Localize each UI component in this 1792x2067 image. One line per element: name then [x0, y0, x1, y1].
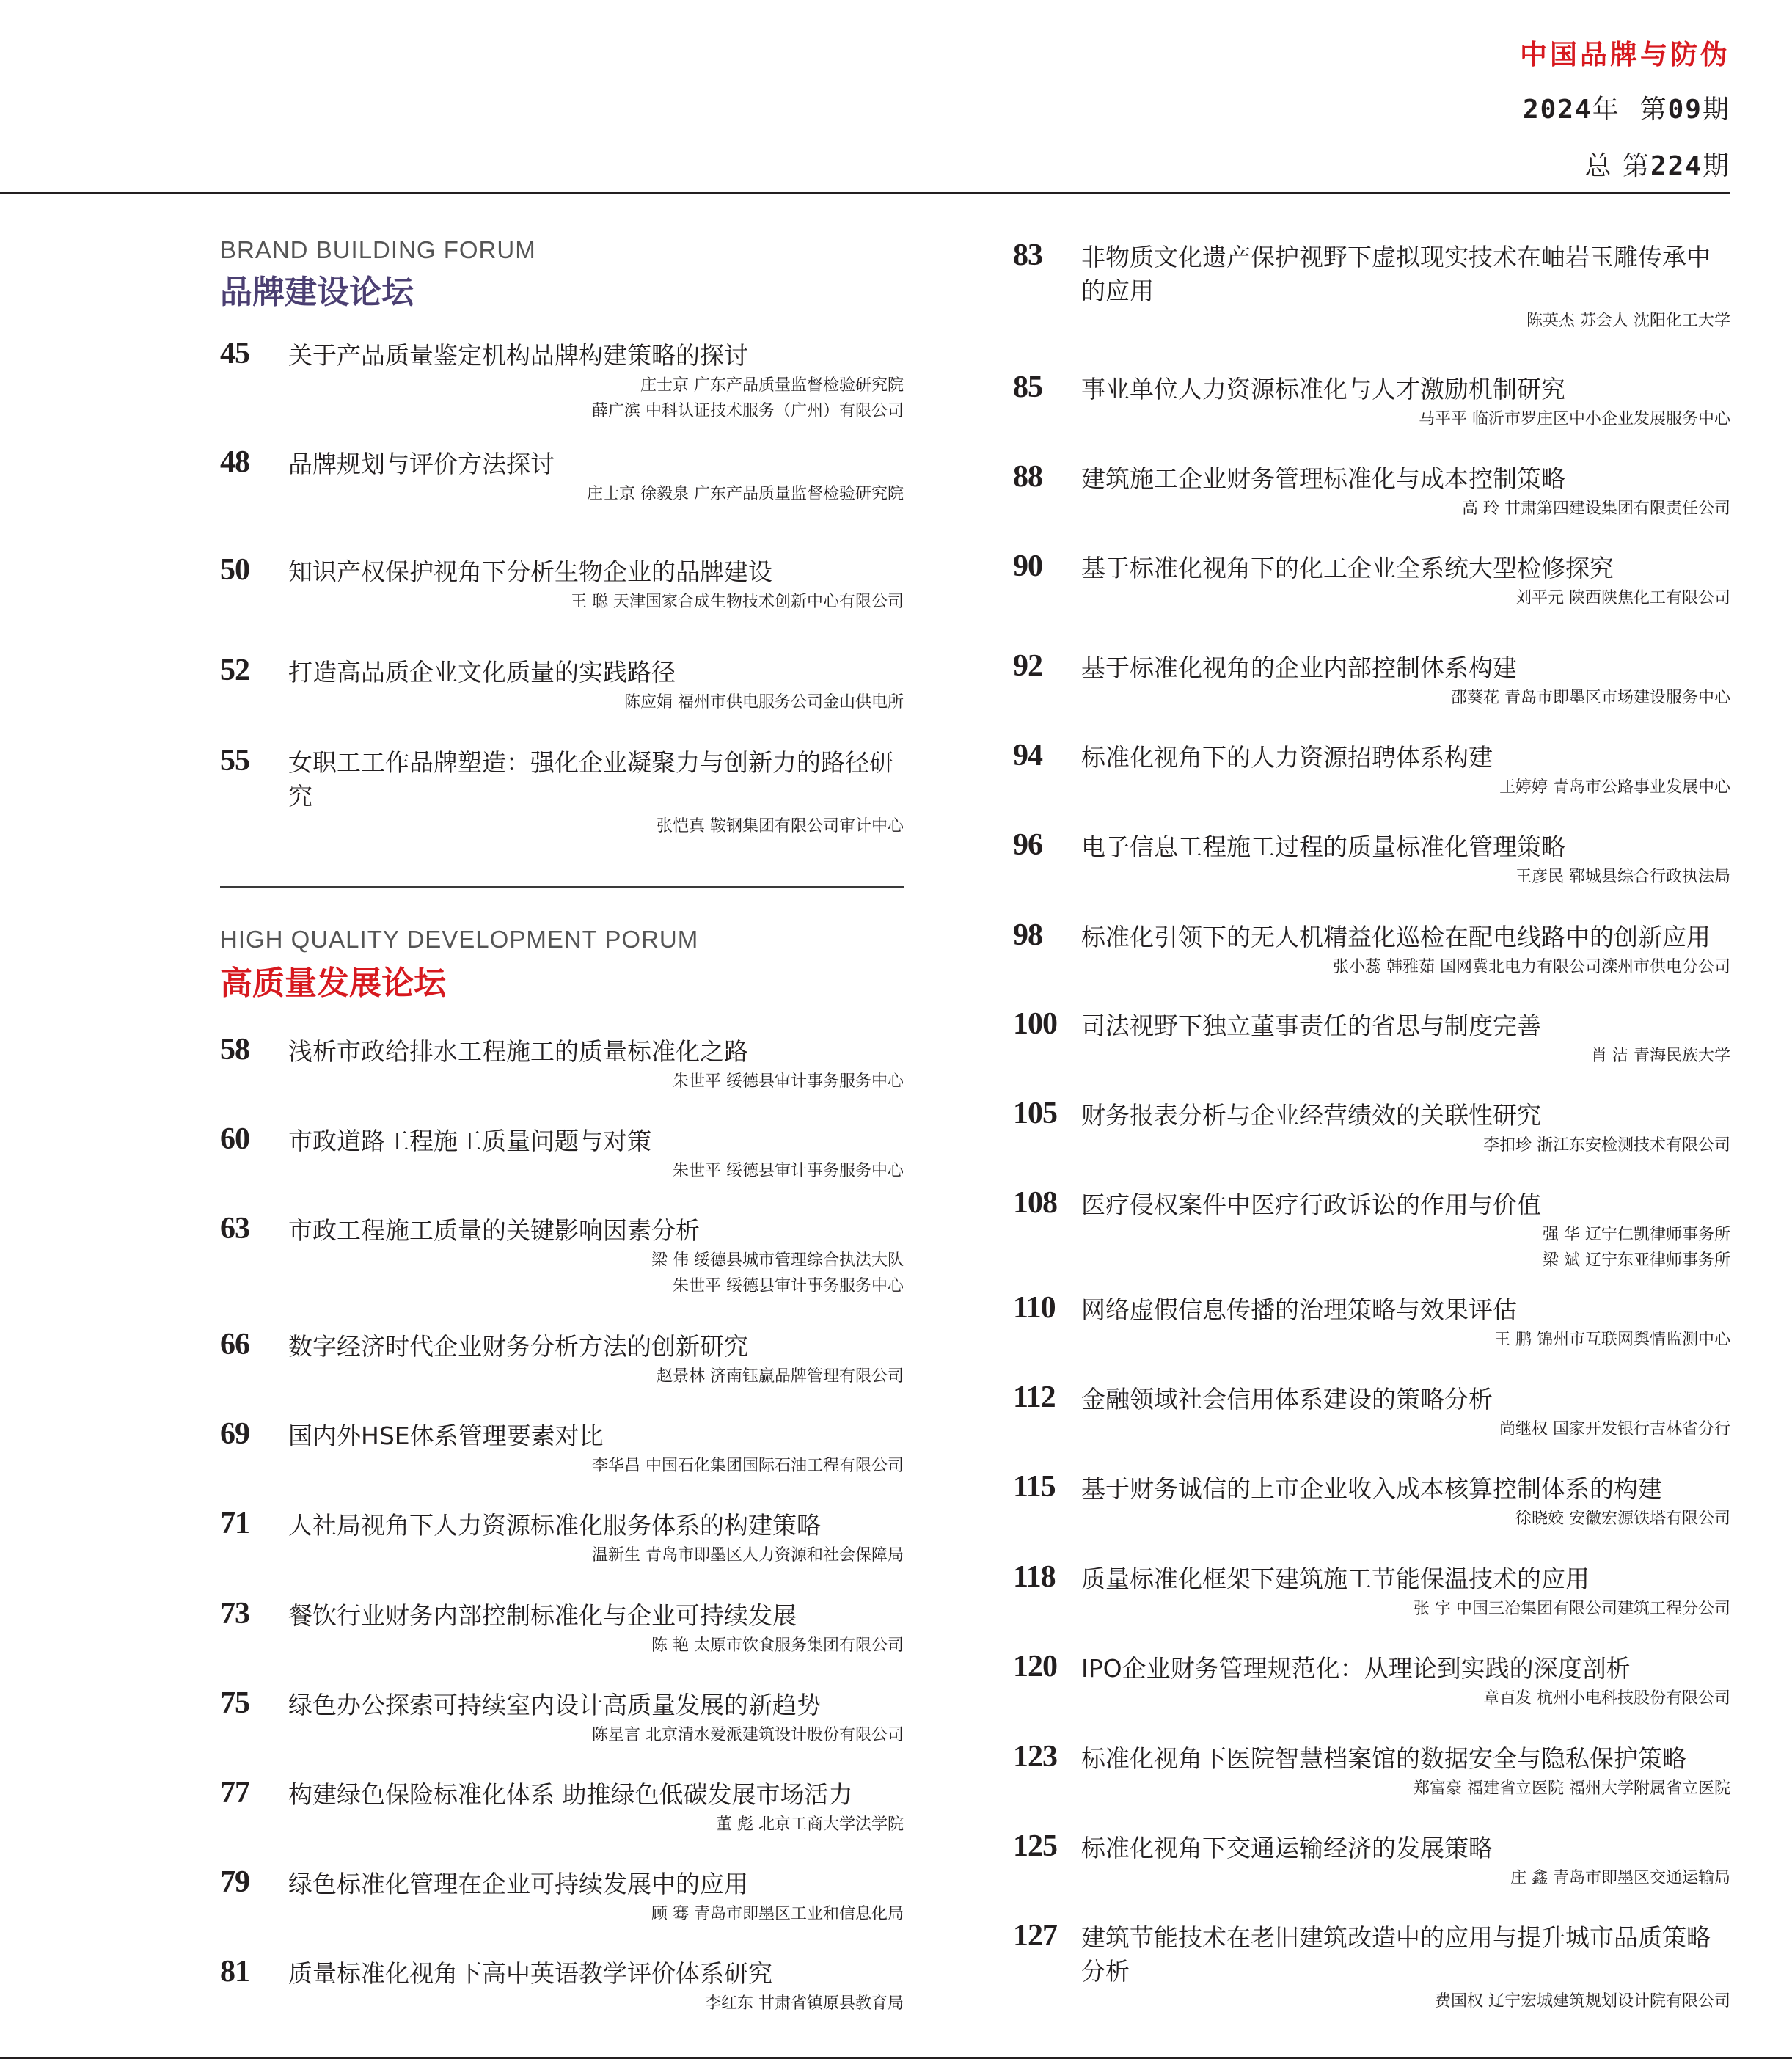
article-title: 司法视野下独立董事责任的省思与制度完善	[1081, 1011, 1541, 1040]
toc-entry[interactable]	[220, 1957, 904, 2016]
page-number: 92	[1013, 649, 1042, 683]
toc-entry[interactable]	[1013, 918, 1730, 980]
toc-entry[interactable]	[1013, 1742, 1730, 1801]
article-author: 马平平 临沂市罗庄区中小企业发展服务中心	[1419, 410, 1730, 428]
article-title: 事业单位人力资源标准化与人才激励机制研究	[1081, 375, 1565, 403]
article-author: 王彦民 郓城县综合行政执法局	[1515, 868, 1730, 886]
toc-entry[interactable]	[220, 1686, 904, 1748]
section-title-en: HIGH QUALITY DEVELOPMENT PORUM	[220, 926, 699, 953]
toc-entry[interactable]	[1013, 1380, 1730, 1442]
article-title: 基于标准化视角的企业内部控制体系构建	[1081, 654, 1517, 682]
article-author: 朱世平 绥德县审计事务服务中心	[673, 1162, 904, 1180]
toc-entry[interactable]	[220, 1035, 904, 1094]
page-number: 110	[1013, 1291, 1056, 1325]
toc-entry[interactable]	[1013, 462, 1730, 522]
issue-suffix: 期	[1702, 95, 1730, 125]
toc-entry[interactable]	[1013, 1293, 1730, 1353]
page-number: 85	[1013, 370, 1042, 404]
article-title: 品牌规划与评价方法探讨	[288, 450, 555, 478]
article-title: 网络虚假信息传播的治理策略与效果评估	[1081, 1295, 1517, 1324]
page-number: 75	[220, 1686, 249, 1720]
article-author: 梁 斌 辽宁东亚律师事务所	[1543, 1251, 1730, 1270]
toc-entry[interactable]	[220, 447, 904, 507]
article-author: 刘平元 陕西陕焦化工有限公司	[1515, 589, 1730, 607]
article-author: 陈星言 北京清水爱派建筑设计股份有限公司	[592, 1726, 904, 1744]
article-author: 郑富豪 福建省立医院 福州大学附属省立医院	[1414, 1779, 1730, 1798]
article-title: 女职工工作品牌塑造：强化企业凝聚力与创新力的路径研究	[288, 748, 893, 811]
page-number: 50	[220, 553, 249, 587]
article-title: 人社局视角下人力资源标准化服务体系的构建策略	[288, 1511, 821, 1540]
article-title: 浅析市政给排水工程施工的质量标准化之路	[288, 1037, 748, 1066]
toc-entry[interactable]	[220, 555, 904, 615]
article-author: 王 鹏 锦州市互联网舆情监测中心	[1494, 1331, 1730, 1349]
article-title: 市政道路工程施工质量问题与对策	[288, 1127, 651, 1155]
toc-entry[interactable]	[220, 1330, 904, 1389]
article-title: 质量标准化视角下高中英语教学评价体系研究	[288, 1959, 772, 1988]
page-number: 120	[1013, 1650, 1057, 1683]
article-title: IPO企业财务管理规范化：从理论到实践的深度剖析	[1081, 1654, 1631, 1683]
section-title-en: BRAND BUILDING FORUM	[220, 236, 536, 263]
section-title-cn: 高质量发展论坛	[220, 965, 446, 1002]
total-suffix: 期	[1702, 151, 1730, 181]
article-author: 赵景林 济南钰赢品牌管理有限公司	[657, 1367, 904, 1386]
toc-entry[interactable]	[220, 1509, 904, 1568]
article-title: 非物质文化遗产保护视野下虚拟现实技术在岫岩玉雕传承中的应用	[1081, 243, 1711, 305]
total-prefix: 总 第	[1584, 151, 1650, 181]
toc-entry[interactable]	[220, 1599, 904, 1658]
article-author: 董 彪 北京工商大学法学院	[716, 1815, 904, 1834]
article-author: 梁 伟 绥德县城市管理综合执法大队	[651, 1251, 904, 1270]
page-number: 100	[1013, 1007, 1057, 1041]
article-title: 绿色办公探索可持续室内设计高质量发展的新趋势	[288, 1691, 821, 1719]
page-number: 79	[220, 1865, 249, 1899]
journal-title: 中国品牌与防伪	[1520, 39, 1730, 70]
page-number: 77	[220, 1776, 249, 1810]
article-title: 建筑施工企业财务管理标准化与成本控制策略	[1081, 464, 1565, 493]
article-author: 张 宇 中国三冶集团有限公司建筑工程分公司	[1414, 1600, 1730, 1618]
article-author: 王婷婷 青岛市公路事业发展中心	[1499, 778, 1730, 797]
toc-entry[interactable]	[1013, 1652, 1730, 1711]
article-title: 金融领域社会信用体系建设的策略分析	[1081, 1385, 1493, 1413]
article-author: 温新生 青岛市即墨区人力资源和社会保障局	[592, 1546, 904, 1565]
page-number: 127	[1013, 1919, 1057, 1953]
page-number: 55	[220, 744, 249, 778]
article-author: 李扣珍 浙江东安检测技术有限公司	[1483, 1136, 1730, 1155]
issue-year-suffix: 年	[1592, 95, 1620, 125]
article-author: 徐晓姣 安徽宏源铁塔有限公司	[1515, 1510, 1730, 1528]
page-number: 115	[1013, 1470, 1056, 1504]
article-author: 高 玲 甘肃第四建设集团有限责任公司	[1462, 500, 1730, 518]
toc-entry[interactable]	[220, 1124, 904, 1184]
article-title: 基于标准化视角下的化工企业全系统大型检修探究	[1081, 554, 1614, 582]
page-number: 69	[220, 1417, 249, 1451]
article-title: 财务报表分析与企业经营绩效的关联性研究	[1081, 1101, 1541, 1130]
page-number: 58	[220, 1033, 249, 1067]
toc-entry[interactable]	[220, 339, 904, 424]
page-number: 105	[1013, 1097, 1057, 1130]
article-title: 知识产权保护视角下分析生物企业的品牌建设	[288, 557, 772, 586]
toc-entry[interactable]	[1013, 1188, 1730, 1273]
page-number: 90	[1013, 549, 1042, 583]
toc-entry[interactable]	[1013, 238, 1730, 334]
toc-entry[interactable]	[220, 1214, 904, 1299]
toc-entry[interactable]	[1013, 741, 1730, 800]
toc-entry[interactable]	[1013, 370, 1730, 432]
page-number: 118	[1013, 1560, 1056, 1594]
article-author: 陈应娟 福州市供电服务公司金山供电所	[624, 693, 904, 711]
page-number: 123	[1013, 1740, 1057, 1774]
article-title: 绿色标准化管理在企业可持续发展中的应用	[288, 1870, 748, 1898]
article-author: 王 聪 天津国家合成生物技术创新中心有限公司	[571, 593, 904, 611]
toc-entry[interactable]	[1013, 1921, 1730, 2014]
article-author: 陈英杰 苏会人 沈阳化工大学	[1526, 312, 1730, 330]
article-title: 标准化视角下的人力资源招聘体系构建	[1081, 743, 1493, 772]
page-number: 66	[220, 1328, 249, 1361]
article-title: 基于财务诚信的上市企业收入成本核算控制体系的构建	[1081, 1474, 1662, 1503]
total-value: 224	[1650, 151, 1703, 181]
page-number: 73	[220, 1597, 249, 1631]
article-author: 强 华 辽宁仁凯律师事务所	[1543, 1226, 1730, 1244]
article-author: 费国权 辽宁宏城建筑规划设计院有限公司	[1435, 1992, 1730, 2011]
toc-entry[interactable]	[220, 1867, 904, 1927]
article-author: 张小蕊 韩雅茹 国网冀北电力有限公司滦州市供电分公司	[1333, 958, 1730, 976]
toc-entry[interactable]	[220, 656, 904, 715]
page-number: 83	[1013, 238, 1042, 272]
article-title: 关于产品质量鉴定机构品牌构建策略的探讨	[288, 341, 748, 370]
article-author: 朱世平 绥德县审计事务服务中心	[673, 1277, 904, 1295]
article-author: 李红东 甘肃省镇原县教育局	[705, 1994, 904, 2013]
page-number: 108	[1013, 1186, 1057, 1220]
article-title: 电子信息工程施工过程的质量标准化管理策略	[1081, 833, 1565, 861]
article-author: 顾 骞 青岛市即墨区工业和信息化局	[651, 1905, 904, 1923]
page-number: 88	[1013, 460, 1042, 494]
issue-year: 2024	[1523, 95, 1592, 125]
article-author: 庄 鑫 青岛市即墨区交通运输局	[1510, 1869, 1730, 1887]
page-number: 81	[220, 1955, 249, 1989]
toc-entry[interactable]	[220, 1778, 904, 1837]
toc-entry[interactable]	[1013, 1009, 1730, 1069]
toc-entry[interactable]	[1013, 1099, 1730, 1158]
issue-prefix: 第	[1639, 95, 1668, 125]
page-number: 45	[220, 337, 249, 370]
article-title: 标准化引领下的无人机精益化巡检在配电线路中的创新应用	[1081, 923, 1711, 951]
section-title-cn: 品牌建设论坛	[220, 274, 414, 311]
toc-entry[interactable]	[1013, 1562, 1730, 1622]
page-number: 98	[1013, 918, 1042, 952]
toc-right-column	[1013, 0, 1730, 2067]
page-number: 63	[220, 1212, 249, 1245]
article-title: 医疗侵权案件中医疗行政诉讼的作用与价值	[1081, 1190, 1541, 1219]
toc-entry[interactable]	[1013, 1472, 1730, 1532]
article-author: 李华昌 中国石化集团国际石油工程有限公司	[592, 1457, 904, 1475]
article-author: 薛广滨 中科认证技术服务（广州）有限公司	[592, 402, 904, 420]
page-number: 60	[220, 1122, 249, 1156]
toc-left-column	[220, 0, 904, 2067]
article-author: 庄士京 广东产品质量监督检验研究院	[640, 376, 904, 395]
toc-entry[interactable]	[220, 1419, 904, 1479]
page-number: 96	[1013, 828, 1042, 862]
page-number: 48	[220, 445, 249, 479]
article-title: 市政工程施工质量的关键影响因素分析	[288, 1216, 700, 1245]
article-author: 肖 洁 青海民族大学	[1591, 1047, 1730, 1065]
toc-entry[interactable]	[1013, 549, 1730, 611]
page-number: 71	[220, 1507, 249, 1540]
issue-value: 09	[1667, 95, 1703, 125]
article-author: 庄士京 徐毅泉 广东产品质量监督检验研究院	[587, 485, 904, 503]
page-number: 94	[1013, 739, 1042, 772]
article-author: 朱世平 绥德县审计事务服务中心	[673, 1072, 904, 1091]
page-number: 52	[220, 654, 249, 687]
article-title: 标准化视角下交通运输经济的发展策略	[1081, 1834, 1493, 1862]
article-author: 张恺真 鞍钢集团有限公司审计中心	[657, 817, 904, 835]
article-title: 国内外HSE体系管理要素对比	[288, 1422, 604, 1450]
toc-entry[interactable]	[1013, 651, 1730, 711]
toc-entry[interactable]	[220, 746, 904, 839]
article-title: 标准化视角下医院智慧档案馆的数据安全与隐私保护策略	[1081, 1744, 1686, 1773]
article-title: 质量标准化框架下建筑施工节能保温技术的应用	[1081, 1565, 1590, 1593]
article-author: 邵葵花 青岛市即墨区市场建设服务中心	[1451, 689, 1730, 707]
toc-entry[interactable]	[1013, 1829, 1730, 1891]
article-title: 建筑节能技术在老旧建筑改造中的应用与提升城市品质策略分析	[1081, 1923, 1711, 1986]
article-title: 打造高品质企业文化质量的实践路径	[288, 658, 676, 687]
article-author: 陈 艳 太原市饮食服务集团有限公司	[651, 1636, 904, 1655]
article-author: 章百发 杭州小电科技股份有限公司	[1483, 1689, 1730, 1708]
article-title: 餐饮行业财务内部控制标准化与企业可持续发展	[288, 1601, 797, 1630]
page-number: 125	[1013, 1829, 1057, 1863]
toc-entry[interactable]	[1013, 830, 1730, 890]
article-title: 数字经济时代企业财务分析方法的创新研究	[288, 1332, 748, 1361]
page-number: 112	[1013, 1380, 1056, 1414]
article-author: 尚继权 国家开发银行吉林省分行	[1499, 1420, 1730, 1438]
article-title: 构建绿色保险标准化体系 助推绿色低碳发展市场活力	[288, 1780, 853, 1809]
